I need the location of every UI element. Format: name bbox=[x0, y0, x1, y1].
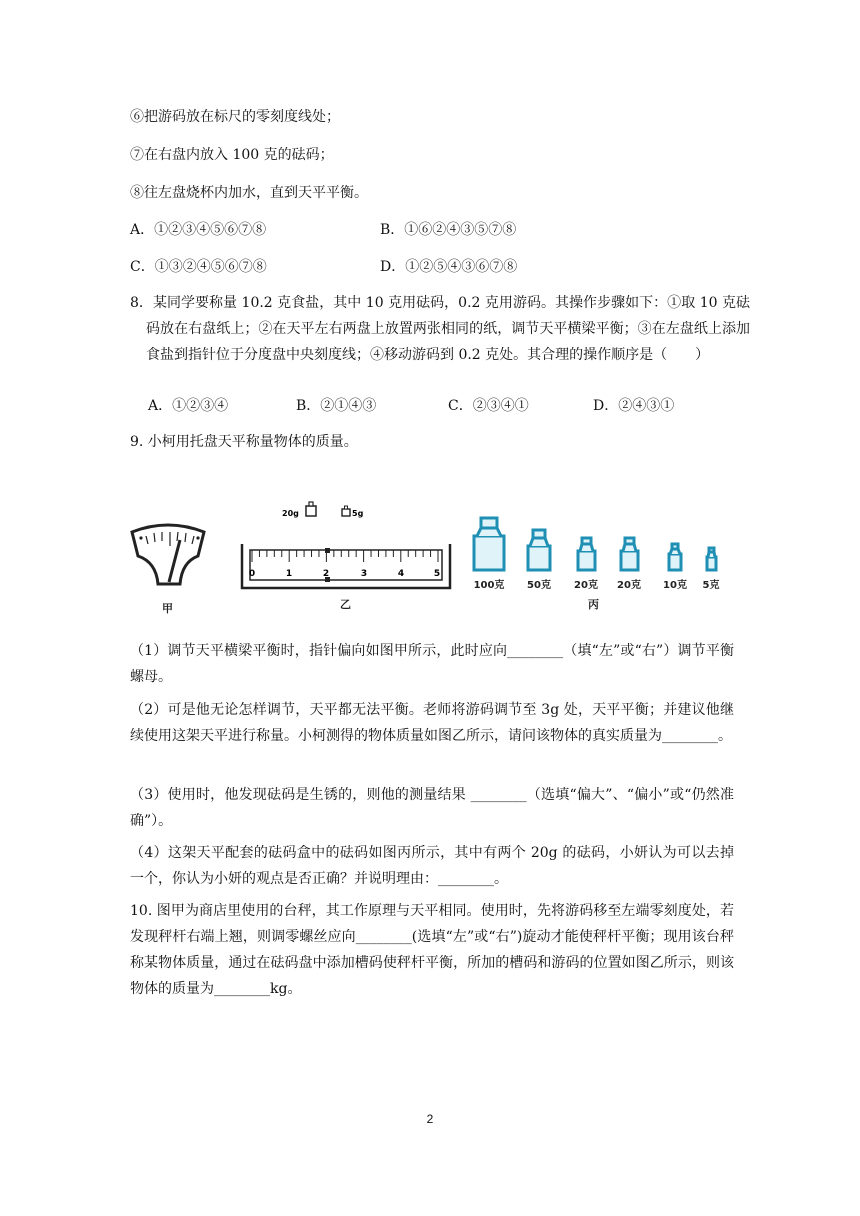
q8-question: 8．某同学要称量 10.2 克食盐，其中 10 克用砝码，0.2 克用游码。其操作步骤如下：①取 10 克砝码放在右盘纸上；②在天平左右两盘上放置两张相同的纸，调节天平横梁平衡；③在左盘纸上添加食盐到指针位于分度盘中央刻度线；④移动游码到 0.2 克处。其合理的操作顺序是（ ） bbox=[130, 295, 750, 363]
q8-option-a: A．①②③④ bbox=[148, 398, 229, 414]
q7-option-b: B．①⑥②④③⑤⑦⑧ bbox=[380, 222, 517, 238]
q8-option-c: C．②③④① bbox=[448, 398, 529, 414]
q9-part-1: （1）调节天平横梁平衡时，指针偏向如图甲所示，此时应向________（填“左”或“右”）调节平衡螺母。 bbox=[130, 643, 734, 685]
q9-part-3: （3）使用时，他发现砝码是生锈的，则他的测量结果 ________（选填“偏大”、“偏小”或“仍然准确”）。 bbox=[130, 787, 734, 829]
ruler-tick-2: 2 bbox=[322, 569, 330, 579]
weight-set-figure bbox=[474, 518, 716, 570]
q7-option-a: A．①②③④⑤⑥⑦⑧ bbox=[130, 222, 267, 238]
q8-option-d: D．②④③① bbox=[593, 398, 675, 414]
weight-20g-label: 20g bbox=[282, 509, 299, 518]
q9-part-4: （4）这架天平配套的砝码盒中的砝码如图丙所示，其中有两个 20g 的砝码，小妍认为可以去掉一个，你认为小妍的观点是否正确？并说明理由：________。 bbox=[130, 845, 734, 887]
weight-5g-set-label: 5克 bbox=[702, 580, 720, 591]
weight-10g-label: 10克 bbox=[663, 580, 687, 591]
step-6: ⑥把游码放在标尺的零刻度线处； bbox=[130, 109, 340, 125]
label-jia: 甲 bbox=[162, 602, 173, 615]
q9-figure bbox=[128, 496, 738, 626]
q7-option-d: D．①②⑤④③⑥⑦⑧ bbox=[380, 259, 518, 275]
q10-question: 10. 图甲为商店里使用的台秤，其工作原理与天平相同。使用时，先将游码移至左端零刻度处，若发现秤杆右端上翘，则调零螺丝应向________(选填“左”或“右”)旋动才能使秤杆平衡；现用该台秤称某物体质量，通过在砝码盘中添加槽码使秤杆平衡，所加的槽码和游码的位置如图乙所示，则该物体的质量为________kg。 bbox=[130, 903, 734, 997]
label-bing: 丙 bbox=[588, 598, 599, 611]
ruler-tick-0: 0 bbox=[248, 569, 256, 579]
weight-5g-label: 5g bbox=[352, 509, 364, 518]
step-7: ⑦在右盘内放入 100 克的砝码； bbox=[130, 147, 334, 163]
q8-option-b: B．②①④③ bbox=[296, 398, 377, 414]
dial-gauge-figure bbox=[132, 525, 204, 615]
weight-20g-a-label: 20克 bbox=[574, 580, 598, 591]
label-yi: 乙 bbox=[340, 598, 351, 611]
weight-20g-b-label: 20克 bbox=[617, 580, 641, 591]
weight-50g-label: 50克 bbox=[527, 580, 551, 591]
q9-title: 9. 小柯用托盘天平称量物体的质量。 bbox=[130, 434, 358, 450]
weight-100g-label: 100克 bbox=[473, 580, 505, 591]
rider-top bbox=[325, 548, 330, 553]
q9-part-2: （2）可是他无论怎样调节，天平都无法平衡。老师将游码调节至 3g 处，天平平衡；并建议他继续使用这架天平进行称量。小柯测得的物体质量如图乙所示，请问该物体的真实质量为________。 bbox=[130, 702, 734, 744]
step-8: ⑧往左盘烧杯内加水，直到天平平衡。 bbox=[130, 185, 368, 201]
ruler-tick-5: 5 bbox=[433, 569, 441, 579]
ruler-tick-3: 3 bbox=[360, 569, 368, 579]
page-number: 2 bbox=[426, 1112, 434, 1126]
q7-option-c: C．①③②④⑤⑥⑦⑧ bbox=[130, 259, 267, 275]
ruler-tick-4: 4 bbox=[397, 569, 405, 579]
ruler-tick-1: 1 bbox=[285, 569, 293, 579]
ruler-figure bbox=[242, 502, 450, 611]
